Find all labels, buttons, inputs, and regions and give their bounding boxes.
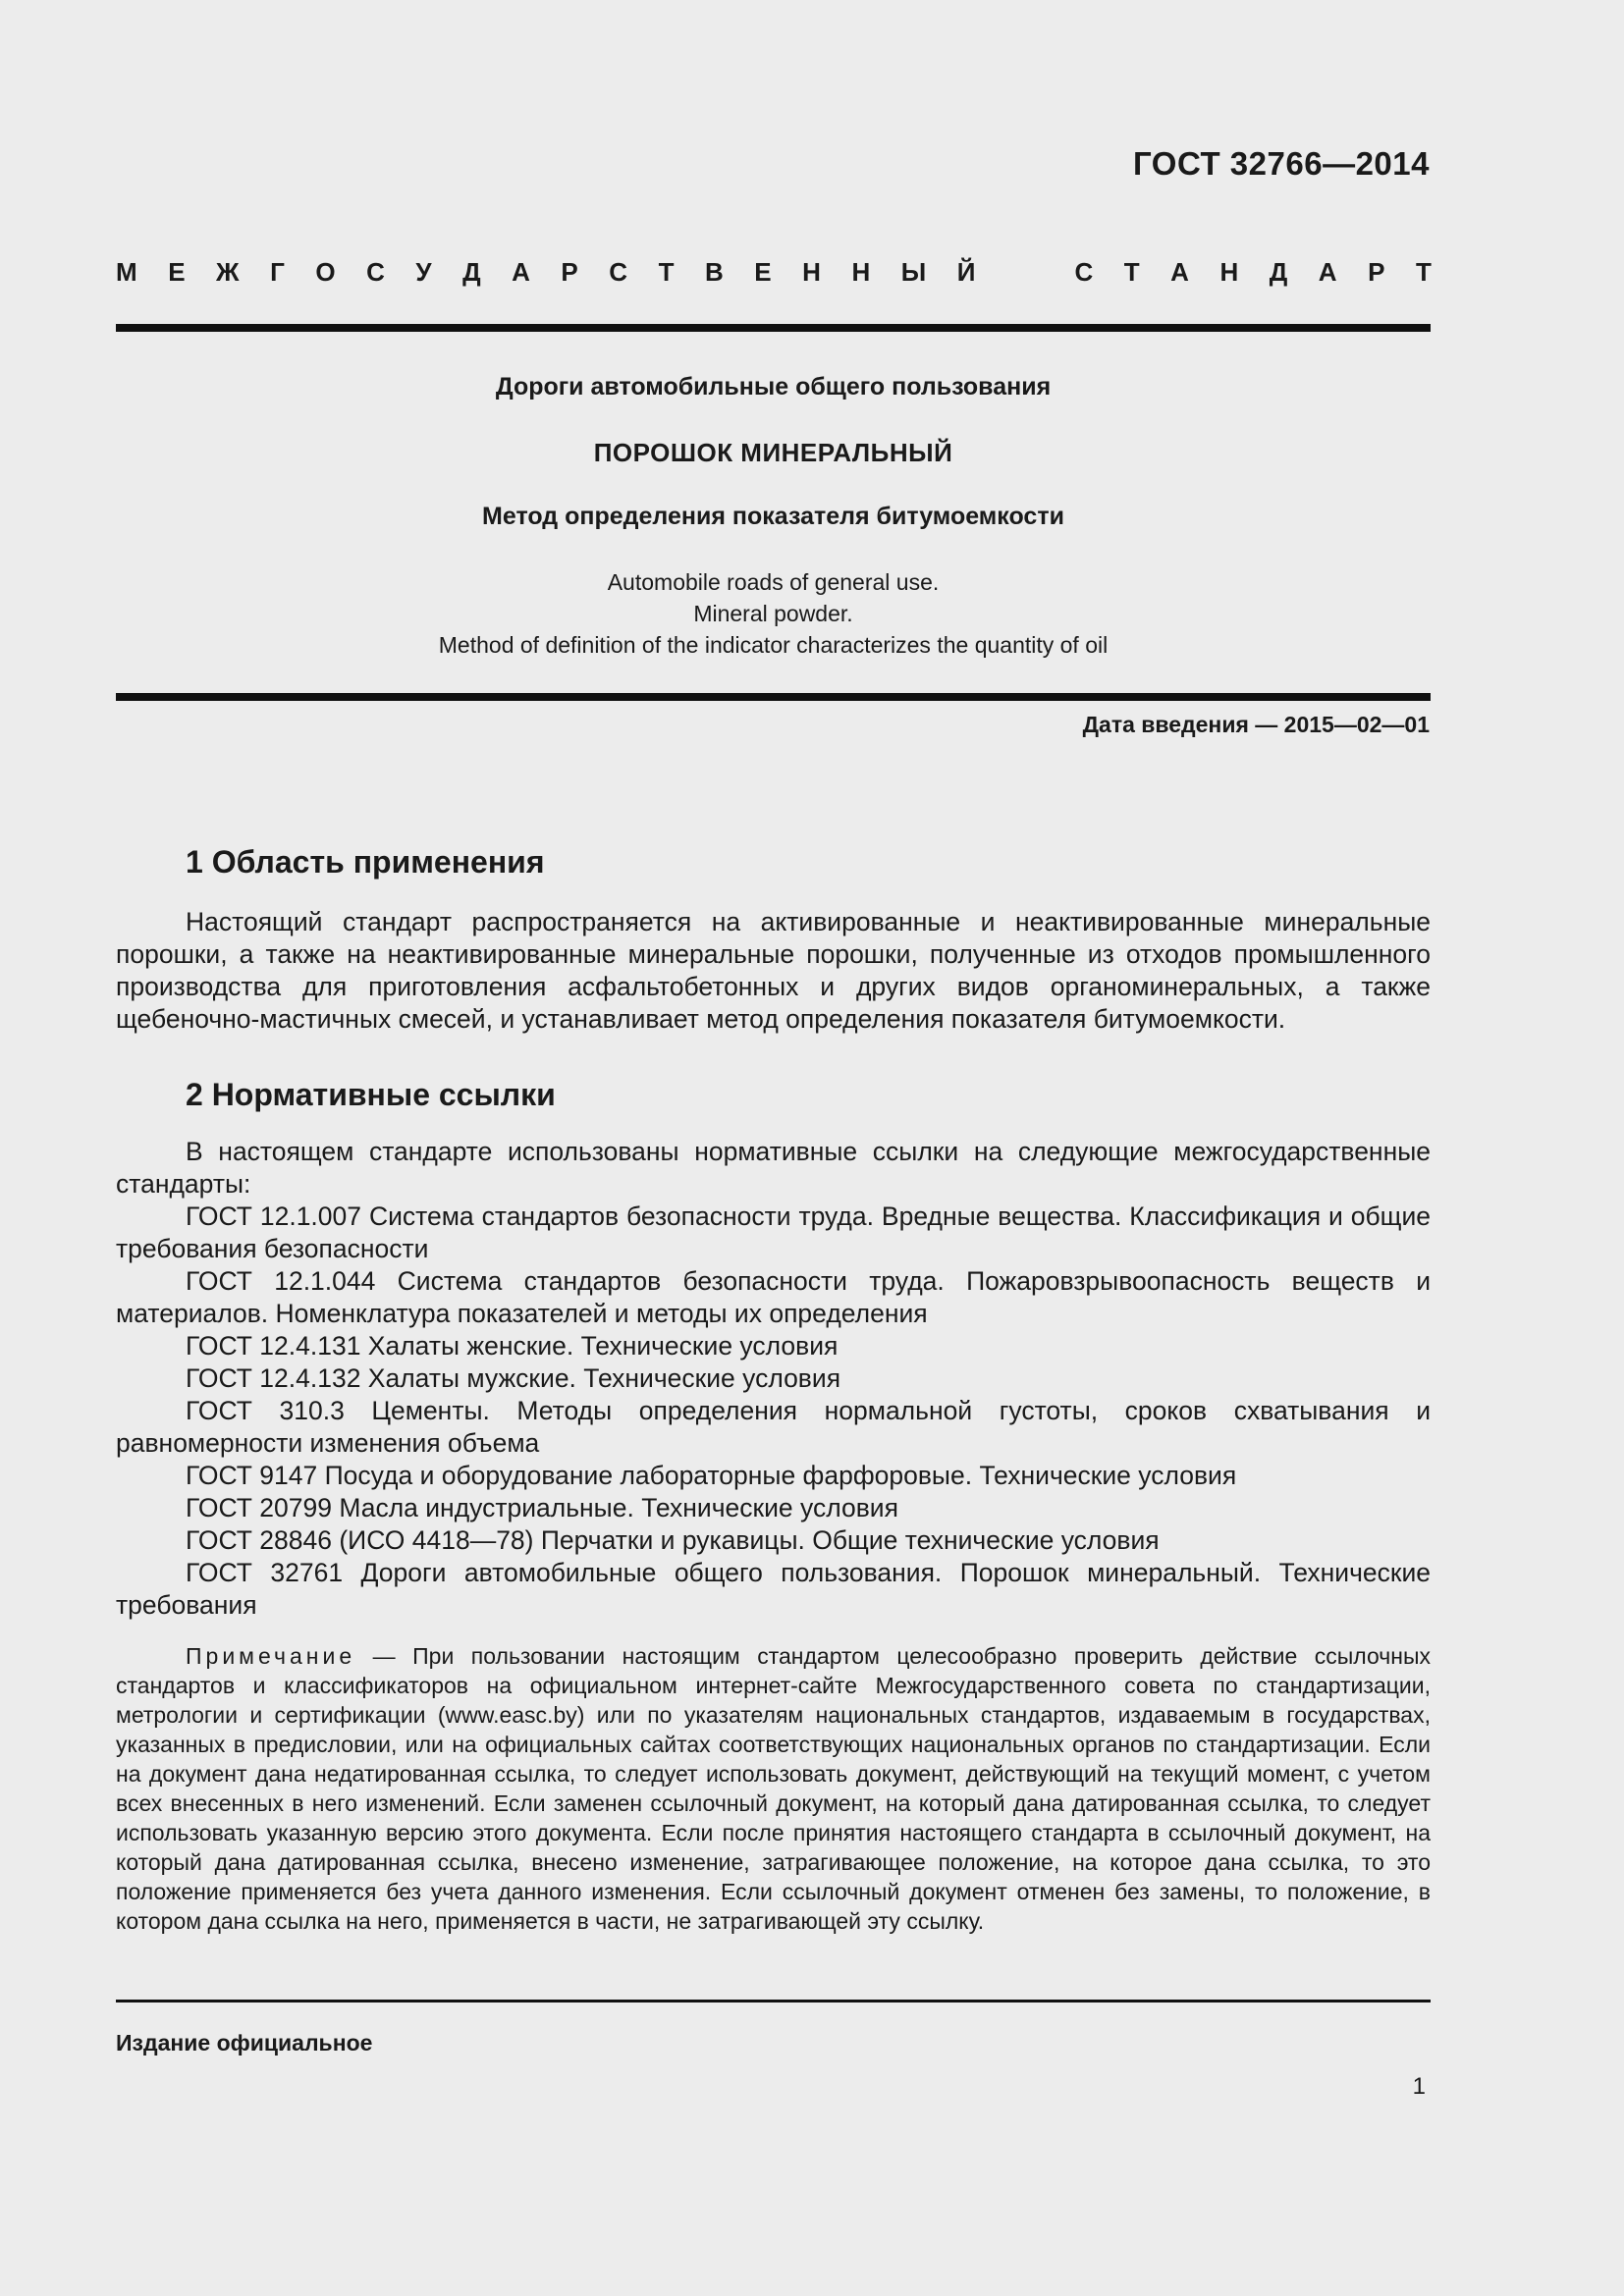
banner-letter: А	[512, 257, 530, 287]
english-title	[116, 566, 1431, 661]
english-title-line-1: Automobile roads of general use.	[607, 569, 940, 595]
section-2-body	[116, 1136, 1431, 1622]
banner-letter: Ж	[216, 257, 240, 287]
section-1-body	[116, 906, 1431, 1036]
section-1-paragraph: Настоящий стандарт распространяется на активированные и неактивированные минеральные порошки, а также на неактивированные минеральные порошки, полученные из отходов промышленного производства для приготовления асфальтобетонных и других видов органоминеральных, а также щебеночно-мастичных смесей, и устанавливает метод определения показателя битумоемкости.	[116, 907, 1431, 1034]
banner-letter: Е	[754, 257, 772, 287]
banner-letter: Д	[1269, 257, 1288, 287]
banner-letter: О	[315, 257, 336, 287]
banner-letter: А	[1170, 257, 1189, 287]
banner-letter: Е	[168, 257, 186, 287]
footer-rule	[116, 2000, 1431, 2002]
banner-letter: В	[704, 257, 724, 287]
banner-word-gap	[1006, 257, 1044, 288]
banner-letter: Н	[1219, 257, 1239, 287]
banner-letter: У	[415, 257, 432, 287]
note-block	[116, 1641, 1431, 1936]
banner-letter: Д	[462, 257, 481, 287]
banner-letter: Н	[802, 257, 821, 287]
interstate-standard-banner	[116, 257, 1432, 288]
banner-letter: Р	[561, 257, 578, 287]
banner-letter: С	[1074, 257, 1094, 287]
note-label: Примечание	[186, 1643, 356, 1669]
note-dash: —	[355, 1643, 413, 1669]
banner-letter: Т	[1415, 257, 1432, 287]
reference-item: ГОСТ 28846 (ИСО 4418—78) Перчатки и рукавицы. Общие технические условия	[186, 1525, 1160, 1555]
english-title-line-2: Mineral powder.	[693, 601, 853, 626]
english-title-line-3: Method of definition of the indicator characterizes the quantity of oil	[438, 632, 1109, 658]
title-line-3: Метод определения показателя битумоемкости	[482, 503, 1064, 530]
edition-label: Издание официальное	[116, 2030, 373, 2056]
reference-item: ГОСТ 12.1.007 Система стандартов безопасности труда. Вредные вещества. Классификация и общие требования безопасности	[116, 1201, 1431, 1263]
top-rule	[116, 324, 1431, 332]
reference-item: ГОСТ 12.4.131 Халаты женские. Технические условия	[186, 1331, 839, 1361]
banner-letter: Т	[658, 257, 675, 287]
banner-letter: Н	[851, 257, 871, 287]
banner-letter: М	[116, 257, 137, 287]
note-text: При пользовании настоящим стандартом целесообразно проверить действие ссылочных стандартов и классификаторов на официальном интернет-сайте Межгосударственного совета по стандартизации, метрологии и сертификации (www.easc.by) или по указателям национальных стандартов, издаваемым в государствах, указанных в предисловии, или на официальных сайтах соответствующих национальных органов по стандартизации. Если на документ дана недатированная ссылка, то следует использовать документ, действующий на текущий момент, с учетом всех внесенных в него изменений. Если заменен ссылочный документ, на который дана датированная ссылка, то следует использовать указанную версию этого документа. Если после принятия настоящего стандарта в ссылочный документ, на который дана датированная ссылка, внесено изменение, затрагивающее положение, на которое дана ссылка, то это положение применяется без учета данного изменения. Если ссылочный документ отменен без замены, то положение, в котором дана ссылка на него, применяется в части, не затрагивающей эту ссылку.	[116, 1643, 1431, 1934]
banner-letter: Р	[1368, 257, 1385, 287]
banner-letter: Г	[270, 257, 285, 287]
title-line-1: Дороги автомобильные общего пользования	[495, 373, 1052, 400]
reference-item: ГОСТ 20799 Масла индустриальные. Технические условия	[186, 1493, 898, 1522]
reference-item: ГОСТ 32761 Дороги автомобильные общего пользования. Порошок минеральный. Технические требования	[116, 1558, 1431, 1620]
banner-letter: Й	[956, 257, 976, 287]
title-rule	[116, 693, 1431, 701]
reference-item: ГОСТ 310.3 Цементы. Методы определения нормальной густоты, сроков схватывания и равномерности изменения объема	[116, 1396, 1431, 1458]
reference-item: ГОСТ 12.1.044 Система стандартов безопасности труда. Пожаровзрывоопасность веществ и материалов. Номенклатура показателей и методы их определения	[116, 1266, 1431, 1328]
title-line-2: ПОРОШОК МИНЕРАЛЬНЫЙ	[593, 438, 953, 467]
banner-letter: С	[366, 257, 385, 287]
banner-letter: Т	[1123, 257, 1140, 287]
banner-letter: А	[1318, 257, 1337, 287]
note-paragraph	[116, 1641, 1431, 1936]
section-2-intro: В настоящем стандарте использованы нормативные ссылки на следующие межгосударственные стандарты:	[116, 1137, 1431, 1199]
standard-number: ГОСТ 32766—2014	[1133, 145, 1430, 182]
banner-letter: С	[609, 257, 628, 287]
introduction-date: Дата введения — 2015—02—01	[1082, 712, 1430, 737]
page-number: 1	[1412, 2073, 1426, 2100]
section-1-heading: 1 Область применения	[186, 844, 545, 880]
reference-item: ГОСТ 12.4.132 Халаты мужские. Технические условия	[186, 1363, 841, 1393]
reference-item: ГОСТ 9147 Посуда и оборудование лабораторные фарфоровые. Технические условия	[186, 1461, 1237, 1490]
section-2-heading: 2 Нормативные ссылки	[186, 1077, 556, 1112]
banner-letter: Ы	[900, 257, 927, 287]
